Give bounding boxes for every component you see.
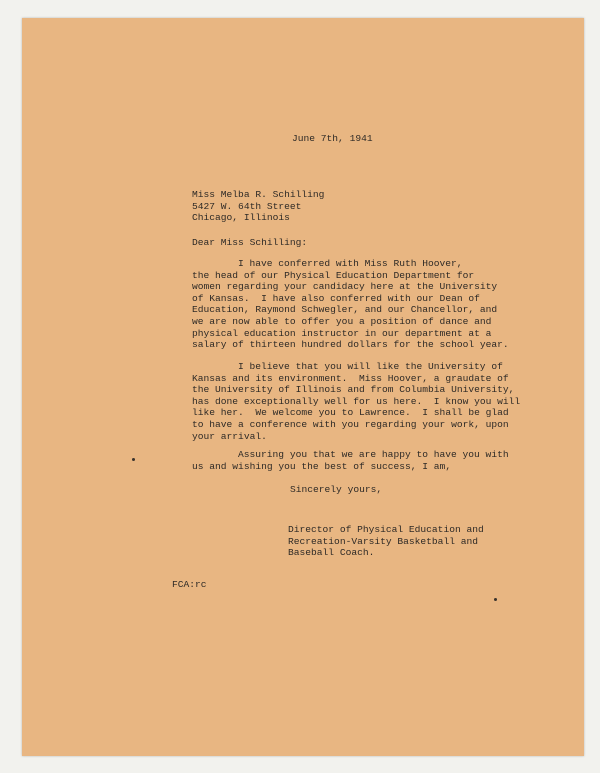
letter-page bbox=[22, 18, 584, 756]
typist-initials: FCA:rc bbox=[172, 579, 207, 590]
ink-speck bbox=[132, 458, 135, 461]
text-line: salary of thirteen hundred dollars for the school year. bbox=[192, 339, 509, 351]
text-line: the University of Illinois and from Columbia University, bbox=[192, 384, 515, 396]
text-line: we are now able to offer you a position of dance and bbox=[192, 315, 492, 327]
closing: Sincerely yours, bbox=[290, 484, 383, 495]
text-line: to have a conference with you regarding your work, upon bbox=[192, 418, 509, 430]
text-line: the head of our Physical Education Department for bbox=[192, 269, 475, 281]
letter-date: June 7th, 1941 bbox=[292, 133, 373, 144]
address-line: Miss Melba R. Schilling bbox=[192, 189, 325, 200]
address-line: Chicago, Illinois bbox=[192, 212, 290, 224]
salutation: Dear Miss Schilling: bbox=[192, 237, 308, 248]
text-line: I believe that you will like the University of bbox=[238, 361, 503, 372]
text-line: I have conferred with Miss Ruth Hoover, bbox=[238, 258, 463, 269]
text-line: your arrival. bbox=[192, 430, 267, 442]
text-line: women regarding your candidacy here at the University bbox=[192, 281, 498, 293]
signature-block bbox=[288, 524, 484, 559]
recipient-address bbox=[192, 189, 324, 224]
paragraph-1 bbox=[192, 258, 509, 351]
signature-line: Director of Physical Education and bbox=[288, 524, 484, 535]
signature-line: Recreation-Varsity Basketball and bbox=[288, 535, 478, 547]
text-line: like her. We welcome you to Lawrence. I shall be glad bbox=[192, 407, 509, 419]
text-line: Kansas and its environment. Miss Hoover, a graudate of bbox=[192, 372, 509, 384]
text-line: physical education instructor in our department at a bbox=[192, 327, 492, 339]
text-line: has done exceptionally well for us here. I know you will bbox=[192, 395, 521, 407]
text-line: Education, Raymond Schwegler, and our Chancellor, and bbox=[192, 304, 498, 316]
ink-speck bbox=[494, 598, 497, 601]
address-line: 5427 W. 64th Street bbox=[192, 200, 302, 212]
text-line: of Kansas. I have also conferred with our Dean of bbox=[192, 292, 480, 304]
paragraph-2 bbox=[192, 361, 520, 442]
text-line: us and wishing you the best of success, I am, bbox=[192, 460, 452, 472]
signature-line: Baseball Coach. bbox=[288, 547, 375, 559]
text-line: Assuring you that we are happy to have you with bbox=[238, 449, 509, 460]
paragraph-3 bbox=[192, 449, 509, 472]
